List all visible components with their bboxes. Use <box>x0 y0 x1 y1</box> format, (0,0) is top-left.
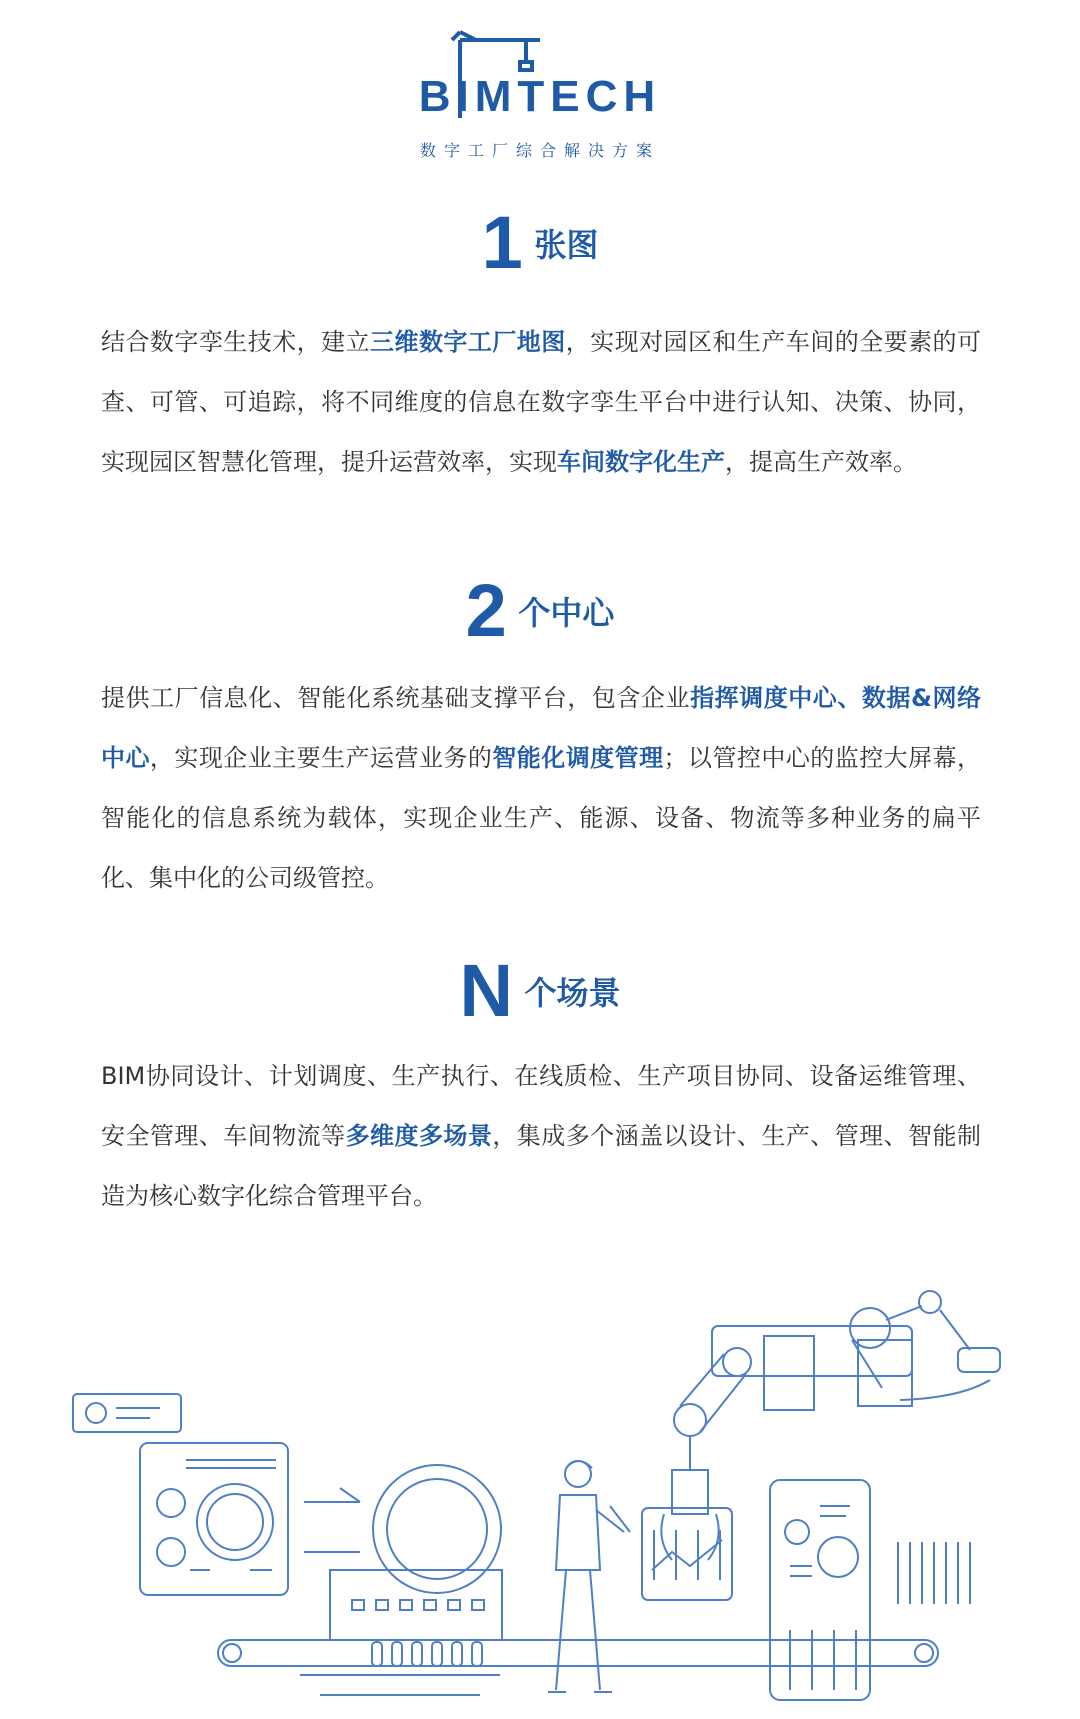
section-3-text: BIM协同设计、计划调度、生产执行、在线质检、生产项目协同、设备运维管理、安全管理、车间物流等 <box>101 1062 981 1150</box>
section-3-paragraph <box>101 1046 981 1226</box>
section-2-highlight: 指挥调度中心、数据&网络中心 <box>101 684 981 772</box>
section-1-highlight: 车间数字化生产 <box>557 448 725 476</box>
section-3-title: 个场景 <box>524 973 621 1012</box>
section-2-text: 提供工厂信息化、智能化系统基础支撑平台，包含企业 <box>101 684 691 712</box>
section-1-text: 结合数字孪生技术，建立 <box>101 328 371 356</box>
brand-subtitle: 数字工厂综合解决方案 <box>419 141 660 160</box>
brand-wordmark: BIMTECH <box>418 72 662 121</box>
section-2-text: ，实现企业主要生产运营业务的 <box>149 744 493 772</box>
section-2-highlight: 智能化调度管理 <box>492 744 664 772</box>
section-2-title: 个中心 <box>518 593 615 632</box>
logo <box>0 28 1080 168</box>
section-3-number: N <box>459 949 513 1032</box>
section-3-heading <box>0 948 1080 1033</box>
section-2-heading <box>0 568 1080 653</box>
section-2-number: 2 <box>465 569 507 652</box>
factory-illustration <box>0 1270 1080 1715</box>
section-1-title: 张图 <box>534 225 599 264</box>
section-2-paragraph <box>101 668 981 908</box>
factory-line-art <box>0 1270 1080 1715</box>
section-1-highlight: 三维数字工厂地图 <box>370 328 566 356</box>
section-1-text: ，实现对园区和生产车间的全要素的可查、可管、可追踪，将不同维度的信息在数字孪生平台中进行认知、决策、协同，实现园区智慧化管理，提升运营效率，实现 <box>101 328 982 476</box>
section-2-text: ；以管控中心的监控大屏幕，智能化的信息系统为载体，实现企业生产、能源、设备、物流等多种业务的扁平化、集中化的公司级管控。 <box>101 744 982 892</box>
section-1-heading <box>0 200 1080 285</box>
section-1-number: 1 <box>481 201 523 284</box>
section-1-text: ，提高生产效率。 <box>725 448 917 476</box>
section-1-paragraph <box>101 312 981 492</box>
section-3-text: ，集成多个涵盖以设计、生产、管理、智能制造为核心数字化综合管理平台。 <box>101 1122 982 1210</box>
section-3-highlight: 多维度多场景 <box>345 1122 493 1150</box>
